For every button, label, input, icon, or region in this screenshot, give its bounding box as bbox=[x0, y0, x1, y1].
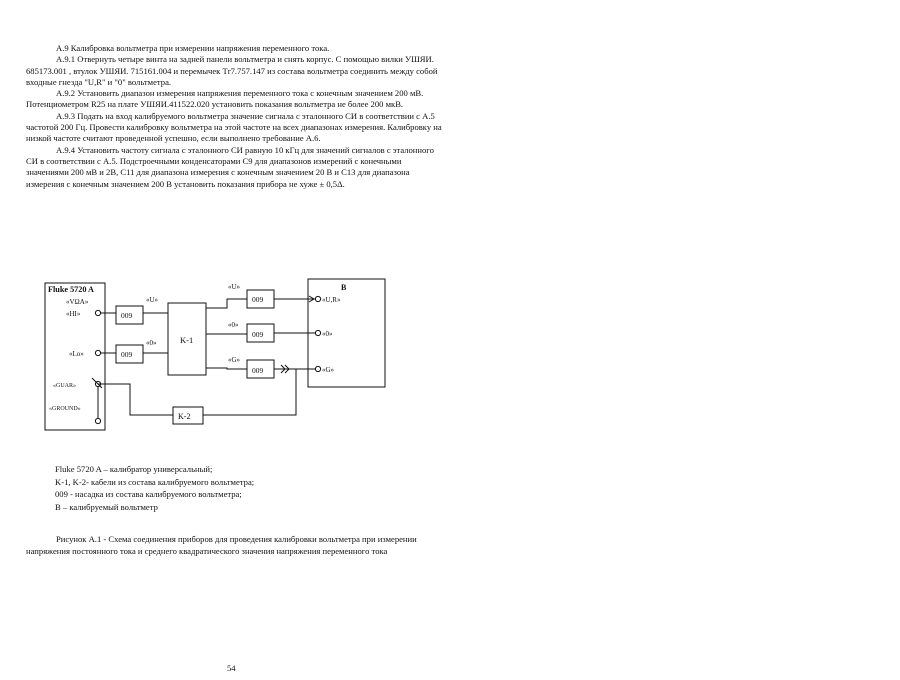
nozzle-label-0: 009 bbox=[252, 330, 264, 339]
legend bbox=[55, 463, 254, 513]
sig-u-right: «U» bbox=[228, 283, 241, 291]
legend-item: Fluke 5720 A – калибратор универсальный; bbox=[55, 464, 213, 474]
voltmeter-title: B bbox=[341, 283, 347, 292]
legend-item: B – калибруемый вольтметр bbox=[55, 501, 158, 512]
sig-0-left: «0» bbox=[146, 339, 157, 347]
terminal-ground bbox=[95, 418, 100, 423]
k2-label: K-2 bbox=[178, 412, 191, 421]
terminal-v-ur bbox=[315, 296, 320, 301]
nozzle-label-u: 009 bbox=[252, 295, 264, 304]
paragraph-a9-2: A.9.2 Установить диапазон измерения напряжения переменного тока с конечным значением 200 мВ. Потенциометром R25 на плате УШЯИ.411522.020 установить показания вольтметра не более 200 мкВ. bbox=[26, 88, 424, 110]
terminal-hi bbox=[95, 310, 100, 315]
terminal-v-g bbox=[315, 366, 320, 371]
label-vohm: «VΩA» bbox=[66, 298, 89, 306]
paragraph-a9-1: A.9.1 Отвернуть четыре винта на задней панели вольтметра и снять корпус. С помощью вилки УШЯИ. 685173.001 , втулок УШЯИ. 715161.004 и перемычек Тr7.757.147 из состава вольтметра соединить между собой входные гнезда "U,R" и "0" вольтметра. bbox=[26, 54, 438, 87]
paragraph-a9-3: A.9.3 Подать на вход калибруемого вольтметра значение сигнала с эталонного СИ в соответствии с A.5 частотой 200 Гц. Провести калибровку вольтметра на этой частоте на всех диапазонах измерения. Калибровку на низкой частоте считают проведенной успешно, если выполнено требование A.6. bbox=[26, 110, 442, 144]
sig-u-left: «U» bbox=[146, 296, 159, 304]
nozzle-label-g: 009 bbox=[252, 366, 264, 375]
label-v-ur: «U,R» bbox=[322, 296, 341, 304]
calibrator-title: Fluke 5720 A bbox=[48, 285, 94, 294]
section-heading-a9: A.9 Калибровка вольтметра при измерении напряжения переменного тока. bbox=[56, 43, 330, 53]
label-lo: «Lo» bbox=[69, 350, 84, 358]
label-guar: «GUAR» bbox=[53, 383, 77, 389]
page-number: 54 bbox=[227, 663, 236, 673]
paragraph-a9-4: A.9.4 Установить частоту сигнала с эталонного СИ равную 10 кГц для значений сигналов с эталонного СИ в соответствии с A.5. Подстроечными конденсаторами C9 для диапазонов измерений с конечными значениями 200 мВ и 2В, C11 для диапазона измерения с конечным значением 20 В и C13 для диапазона измерения с конечным значением 200 В установить показания прибора не хуже ± 0,5Δ. bbox=[26, 144, 434, 189]
label-hi: «HI» bbox=[66, 310, 81, 318]
label-v-g: «G» bbox=[322, 366, 335, 374]
terminal-v-0 bbox=[315, 330, 320, 335]
nozzle-label-hi: 009 bbox=[121, 311, 133, 320]
legend-item: K-1, K-2- кабели из состава калибруемого вольтметра; bbox=[55, 476, 255, 487]
sig-0-right: «0» bbox=[228, 321, 239, 329]
legend-item: 009 - насадка из состава калибруемого вольтметра; bbox=[55, 489, 242, 499]
label-ground: «GROUND» bbox=[49, 406, 81, 412]
k1-label: K-1 bbox=[180, 335, 194, 345]
terminal-lo bbox=[95, 350, 100, 355]
nozzle-label-lo: 009 bbox=[121, 350, 133, 359]
sig-g-right: «G» bbox=[228, 356, 241, 364]
figure-caption: Рисунок A.1 - Схема соединения приборов для проведения калибровки вольтметра при измерении напряжения постоянного тока и среднего квадратического значения напряжения переменного тока bbox=[26, 534, 417, 556]
label-v-0: «0» bbox=[322, 330, 333, 338]
